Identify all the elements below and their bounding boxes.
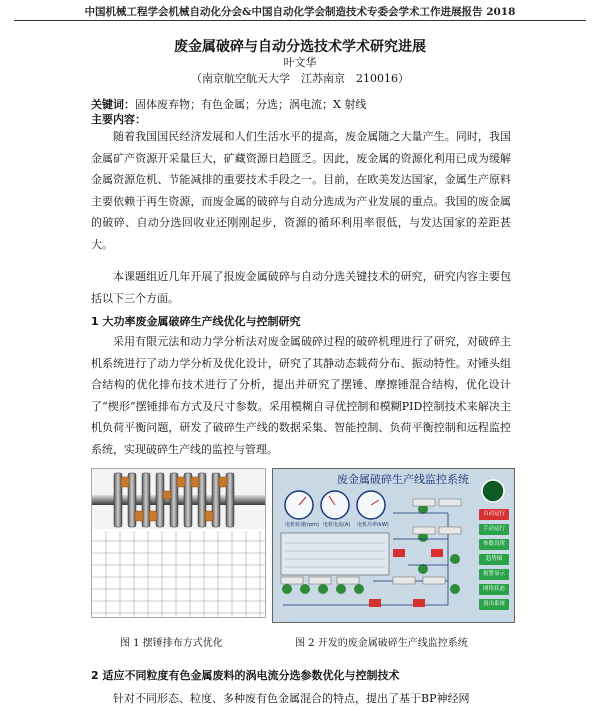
gauge-dials [285, 491, 385, 519]
header-rule [14, 20, 586, 21]
gauge-label-current: 电机电流(A) [323, 522, 351, 528]
keywords-line [91, 96, 366, 112]
auto-run-button[interactable]: 自动运行 [479, 509, 509, 520]
section-heading-1: 1 大功率废金属破碎生产线优化与控制研究 [91, 315, 301, 328]
alarm-display-button[interactable]: 报警显示 [479, 569, 509, 580]
monitoring-diagram [273, 469, 514, 622]
section-heading-2: 2 适应不同粒度有色金属废料的涡电流分选参数优化与控制技术 [91, 669, 400, 682]
paragraph-overview: 本课题组近几年开展了报废金属破碎与自动分选关键技术的研究，研究内容主要包括以下三个方面。 [91, 270, 511, 305]
monitor-screen-title: 废金属破碎生产线监控系统 [337, 473, 469, 486]
author: 叶文华 [283, 56, 317, 69]
main-content-label: 主要内容： [91, 113, 146, 126]
keywords-label: 关键词： [91, 98, 135, 111]
figure-2-image [272, 468, 515, 623]
figure-1-image [91, 468, 266, 618]
network-status-button[interactable]: 网络状态 [479, 584, 509, 595]
manual-run-button[interactable]: 手动运行 [479, 524, 509, 535]
trend-chart-button[interactable]: 趋势图 [479, 554, 509, 565]
gauge-label-power: 电机功率(kW) [357, 522, 389, 528]
figure-2-caption: 图 2 开发的废金属破碎生产线监控系统 [295, 638, 468, 649]
parameter-settings-button[interactable]: 参数设置 [479, 539, 509, 550]
paragraph-section-1: 采用有限元法和动力学分析法对废金属破碎过程的破碎机理进行了研究，对破碎主机系统进行了动力学分析及优化设计，研究了其静动态载荷分布、振动特性。对锤头组合结构的优化排布技术进行了分析，提出并研究了摆锤、摩擦锤混合结构，优化设计了“楔形”摆锤排布方式及尺寸参数。采用模糊自寻优控制和模糊PID控制技术来解决主机负荷平衡问题，研发了破碎生产线的数据采集、智能控制、负荷平衡控制和远程监控系统，实现破碎生产线的监控与管理。 [91, 335, 511, 456]
gauge-label-speed: 电机转速(rpm) [285, 522, 320, 528]
paragraph-intro: 随着我国国民经济发展和人们生活水平的提高，废金属随之大量产生。同时，我国金属矿产资源开采量巨大，矿藏资源日趋匮乏。因此，废金属的资源化利用已成为缓解金属资源危机、节能减排的重要技术手段之一。目前，在欧美发达国家，金属生产原料主要依赖于再生资源，而废金属的破碎与自动分选成为产业发展的重点。我国的废金属的破碎、自动分选回收业还刚刚起步，资源的循环利用率很低，与发达国家的差距甚大。 [91, 130, 511, 251]
running-header: 中国机械工程学会机械自动化分会&中国自动化学会制造技术专委会学术工作进展报告 2018 [84, 6, 516, 18]
keywords-text: 固体废弃物；有色金属；分选；涡电流；X 射线 [135, 98, 367, 111]
figure-1-caption: 图 1 摆锤排布方式优化 [120, 638, 223, 649]
paper-title: 废金属破碎与自动分选技术学术研究进展 [174, 39, 426, 55]
affiliation: （南京航空航天大学 江苏南京 210016） [191, 72, 409, 85]
paragraph-section-2: 针对不同形态、粒度、多种废有色金属混合的特点，提出了基于BP神经网 [113, 692, 470, 705]
exit-system-button[interactable]: 退出系统 [479, 599, 509, 610]
hammer-rotor-illustration [92, 469, 265, 617]
